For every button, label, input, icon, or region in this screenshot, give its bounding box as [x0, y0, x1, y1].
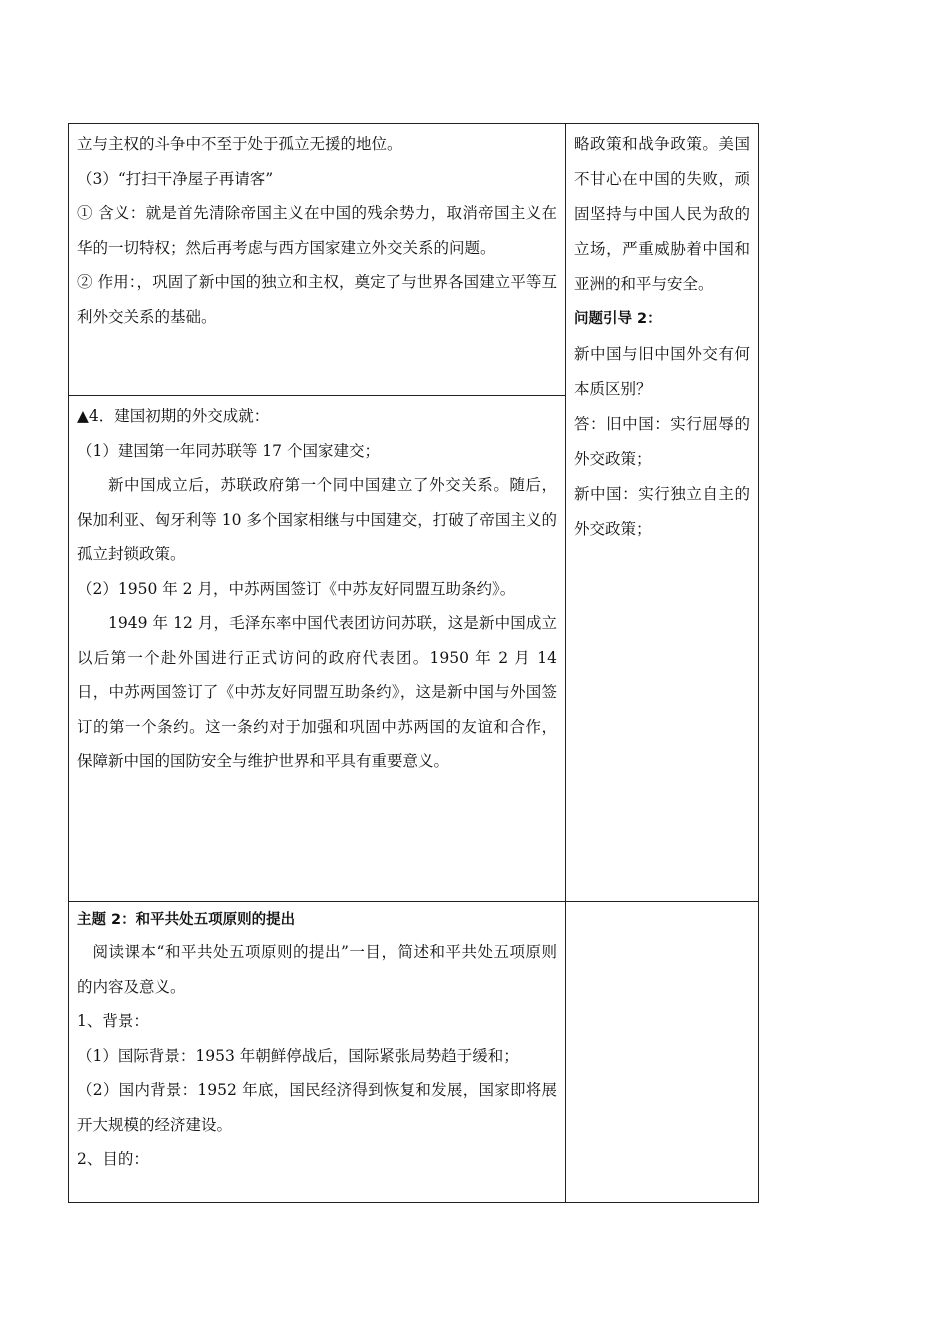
answer-new-china: 新中国：实行独立自主的外交政策； [574, 485, 750, 538]
lesson-table [68, 123, 759, 1203]
table-row [69, 124, 759, 396]
list-heading: 1、背景： [77, 1012, 149, 1030]
paragraph: 1949 年 12 月，毛泽东率中国代表团访问苏联，这是新中国成立以后第一个赴外国进行正式访问的政府代表团。1950 年 2 月 14 日，中苏两国签订了《中苏友好同盟互助条约》，这是新中国与外国签订的第一个条约。这一条约对于加强和巩固中苏两国的友谊和合作，保障新中国的国防安全与维护世界和平具有重要意义。 [77, 614, 557, 770]
list-heading: 2、目的： [77, 1150, 149, 1168]
main-cell-1 [69, 124, 566, 396]
question-title: 问题引导 2： [574, 311, 662, 327]
paragraph: 立与主权的斗争中不至于处于孤立无援的地位。 [77, 135, 403, 153]
paragraph: ② 作用：，巩固了新中国的独立和主权，奠定了与世界各国建立平等互利外交关系的基础。 [77, 273, 557, 326]
paragraph: ① 含义：就是首先清除帝国主义在中国的残余势力，取消帝国主义在华的一切特权；然后再考虑与西方国家建立外交关系的问题。 [77, 204, 557, 257]
main-cell-2 [69, 396, 566, 902]
side-cell-3 [566, 902, 759, 1203]
list-item: （1）国际背景：1953 年朝鲜停战后，国际紧张局势趋于缓和； [77, 1046, 519, 1065]
question-text: 新中国与旧中国外交有何本质区别？ [574, 345, 750, 398]
list-item: （2）国内背景：1952 年底，国民经济得到恢复和发展，国家即将展开大规模的经济建设。 [77, 1081, 557, 1134]
answer-old-china: 答：旧中国：实行屈辱的外交政策； [574, 415, 750, 468]
subheading: （1）建国第一年同苏联等 17 个国家建交； [77, 441, 380, 460]
subheading: （2）1950 年 2 月，中苏两国签订《中苏友好同盟互助条约》。 [77, 579, 516, 598]
paragraph: 阅读课本“和平共处五项原则的提出”一目，简述和平共处五项原则的内容及意义。 [77, 943, 557, 996]
paragraph: （3）“打扫干净屋子再请客” [77, 169, 274, 188]
side-paragraph: 略政策和战争政策。美国不甘心在中国的失败，顽固坚持与中国人民为敌的立场，严重威胁着中国和亚洲的和平与安全。 [574, 135, 750, 293]
table-row [69, 902, 759, 1203]
main-cell-3 [69, 902, 566, 1203]
topic-title: 主题 2：和平共处五项原则的提出 [77, 912, 296, 928]
section-title: ▲4．建国初期的外交成就： [77, 407, 270, 425]
paragraph: 新中国成立后，苏联政府第一个同中国建立了外交关系。随后，保加利亚、匈牙利等 10 多个国家相继与中国建交，打破了帝国主义的孤立封锁政策。 [77, 476, 557, 563]
side-cell-1 [566, 124, 759, 902]
